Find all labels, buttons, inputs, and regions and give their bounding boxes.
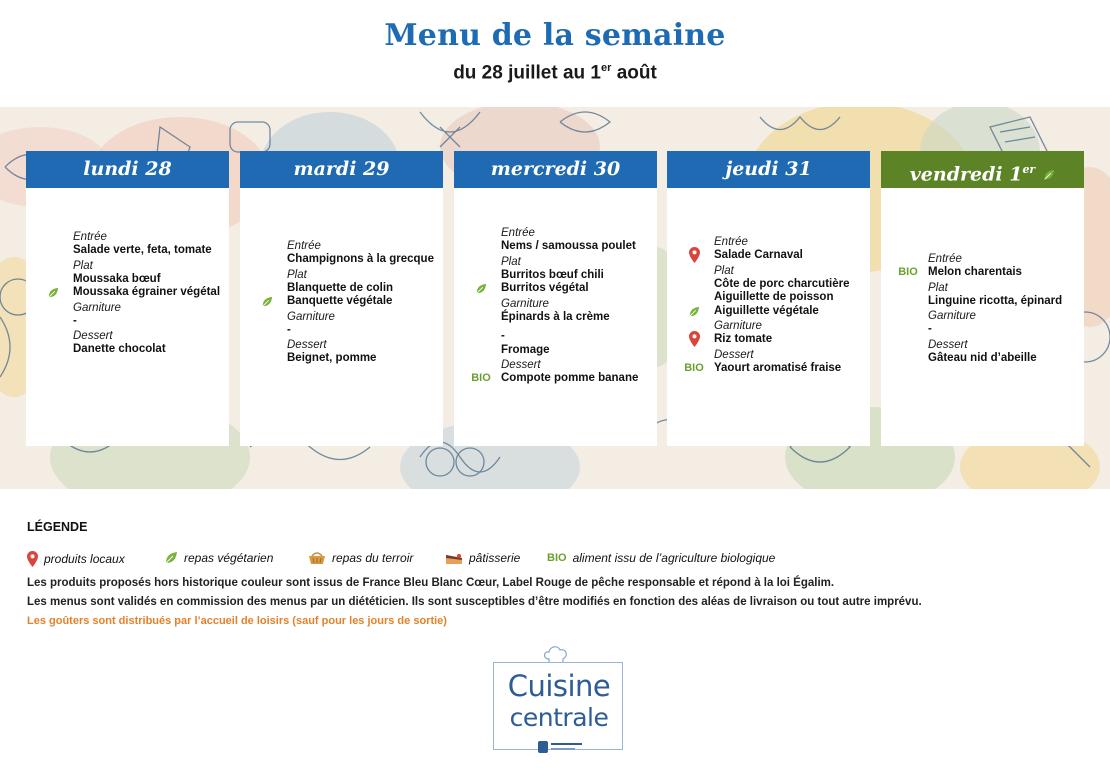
course-label xyxy=(26,302,229,315)
course-label xyxy=(240,269,443,282)
day-card xyxy=(454,151,657,446)
legend-label-terroir: repas du terroir xyxy=(332,551,414,565)
course-label xyxy=(881,339,1084,352)
dish-name-text: Salade Carnaval xyxy=(714,249,803,261)
dish-name xyxy=(454,330,657,344)
leaf-icon xyxy=(164,551,178,565)
page-subtitle: du 28 juillet au 1er août xyxy=(453,62,657,84)
dish-name xyxy=(667,362,870,376)
bio-label: BIO xyxy=(898,266,918,278)
dish-name-text: Compote pomme banane xyxy=(501,372,639,384)
city-crest-icon xyxy=(538,740,584,754)
dish-name xyxy=(26,315,229,329)
dish-name-text: Moussaka bœuf xyxy=(73,272,161,285)
dish-name xyxy=(454,344,657,358)
dish-name xyxy=(26,343,229,357)
course-label-text: Dessert xyxy=(287,339,327,351)
day-header xyxy=(881,151,1084,188)
dish-name-text: Beignet, pomme xyxy=(287,352,377,364)
course-label-text: Garniture xyxy=(73,301,121,314)
legend-label-bio: aliment issu de l’agriculture biologique xyxy=(572,551,776,565)
dish-name xyxy=(667,333,870,347)
dish-name-text: Nems / samoussa poulet xyxy=(501,240,636,252)
legend-row xyxy=(27,551,1087,569)
note-egalim: Les produits proposés hors historique couleur sont issus de France Bleu Blanc Cœur, Label Rouge de pêche responsable et répond à la loi Égalim. xyxy=(27,577,835,589)
dish-name-text: Aiguillette de poisson xyxy=(714,291,834,303)
dish-name xyxy=(240,282,443,296)
day-card xyxy=(240,151,443,446)
course-label xyxy=(240,311,443,324)
dish-name-text: Riz tomate xyxy=(714,333,773,345)
course-label xyxy=(667,265,870,278)
dish-name xyxy=(881,323,1084,337)
dish-name xyxy=(454,269,657,283)
legend-item-terroir xyxy=(308,551,413,565)
day-menu xyxy=(454,225,657,386)
day-label: mardi 29 xyxy=(293,158,390,180)
day-card xyxy=(667,151,870,446)
dish-name-text: Banquette végétale xyxy=(287,295,393,307)
dish-name-text: Gâteau nid d’abeille xyxy=(928,351,1037,364)
legend-title: LÉGENDE xyxy=(27,520,88,534)
day-card xyxy=(881,151,1084,446)
dish-name xyxy=(454,240,657,254)
course-label-text: Garniture xyxy=(714,320,762,332)
day-header xyxy=(454,151,657,188)
course-label xyxy=(881,253,1084,266)
dish-name-text: Danette chocolat xyxy=(73,343,166,355)
dish-name xyxy=(26,244,229,258)
bio-label: BIO xyxy=(471,372,491,384)
dish-name-text: Melon charentais xyxy=(928,266,1022,278)
day-menu xyxy=(667,234,870,375)
dish-name-text: - xyxy=(73,314,77,327)
course-label-text: Entrée xyxy=(73,231,107,243)
course-label xyxy=(454,256,657,269)
logo-line2: centrale xyxy=(509,703,609,732)
course-label-text: Garniture xyxy=(501,297,549,310)
course-label-text: Dessert xyxy=(928,338,968,351)
day-label: jeudi 31 xyxy=(725,158,812,180)
dish-name-text: - xyxy=(287,323,291,336)
course-label xyxy=(454,298,657,311)
day-menu xyxy=(26,229,229,357)
bio-label: BIO xyxy=(547,552,567,564)
note-dietitian: Les menus sont validés en commission des menus par un diététicien. Ils sont susceptibles d’être modifiés en fonction des aléas de livraison ou tout autre imprévu. xyxy=(27,596,922,608)
day-label: lundi 28 xyxy=(83,158,172,180)
dish-name-text: Yaourt aromatisé fraise xyxy=(714,361,842,374)
course-label-text: Dessert xyxy=(73,330,113,342)
bio-label: BIO xyxy=(684,361,704,374)
pin-icon xyxy=(27,551,38,567)
day-header xyxy=(667,151,870,188)
course-label-text: Plat xyxy=(501,255,521,268)
basket-icon xyxy=(308,551,326,565)
legend-label-vegetarian: repas végétarien xyxy=(184,551,274,565)
dish-name xyxy=(240,295,443,309)
course-label xyxy=(26,231,229,244)
dish-name xyxy=(454,311,657,325)
dish-name-text: Burritos bœuf chili xyxy=(501,268,604,281)
course-label-text: Entrée xyxy=(928,253,962,265)
course-label-text: Entrée xyxy=(714,236,748,248)
dish-name-text: - xyxy=(501,330,505,342)
day-label-sup: er xyxy=(1022,163,1036,176)
dish-name xyxy=(667,278,870,292)
day-card xyxy=(26,151,229,446)
dish-name xyxy=(881,352,1084,366)
course-label-text: Plat xyxy=(73,259,93,272)
day-label: mercredi 30 xyxy=(490,158,621,180)
legend-label-pastry: pâtisserie xyxy=(469,551,521,565)
dish-name-text: Épinards à la crème xyxy=(501,310,610,323)
dish-name xyxy=(240,324,443,338)
legend-item-pastry xyxy=(445,551,520,565)
course-label xyxy=(240,339,443,352)
dish-name xyxy=(881,266,1084,280)
dish-name-text: Aiguillette végétale xyxy=(714,304,819,317)
dish-name xyxy=(26,273,229,287)
logo-line1: Cuisine xyxy=(507,669,611,703)
course-label-text: Dessert xyxy=(501,359,541,371)
course-label xyxy=(26,330,229,343)
day-menu xyxy=(240,238,443,366)
dish-name-text: Salade verte, feta, tomate xyxy=(73,244,212,256)
page-title: Menu de la semaine xyxy=(384,18,726,53)
course-label xyxy=(454,227,657,240)
course-label xyxy=(667,349,870,362)
cake-icon xyxy=(445,552,463,565)
dish-name-text: Champignons à la grecque xyxy=(287,253,434,265)
cuisine-centrale-logo xyxy=(493,662,623,750)
note-gouters: Les goûters sont distribués par l’accueil de loisirs (sauf pour les jours de sortie) xyxy=(27,615,447,627)
dish-name xyxy=(667,291,870,305)
course-label-text: Dessert xyxy=(714,348,754,361)
dish-name xyxy=(26,286,229,300)
course-label-text: Plat xyxy=(287,268,307,281)
dish-name-text: Linguine ricotta, épinard xyxy=(928,294,1063,307)
dish-name xyxy=(881,295,1084,309)
day-header xyxy=(240,151,443,188)
course-label-text: Entrée xyxy=(287,240,321,252)
legend-item-bio xyxy=(547,551,775,565)
course-label xyxy=(454,359,657,372)
course-label xyxy=(26,260,229,273)
legend-item-vegetarian xyxy=(164,551,273,565)
dish-name-text: Moussaka égrainer végétal xyxy=(73,286,221,298)
legend-label-local: produits locaux xyxy=(44,552,125,566)
dish-name xyxy=(454,372,657,386)
dish-name xyxy=(240,352,443,366)
course-label-text: Garniture xyxy=(287,310,335,323)
day-menu xyxy=(881,251,1084,365)
course-label-text: Garniture xyxy=(928,310,976,322)
course-label xyxy=(240,240,443,253)
course-label-text: Plat xyxy=(714,264,734,277)
dish-name xyxy=(667,305,870,319)
course-label-text: Plat xyxy=(928,281,948,294)
dish-name xyxy=(454,282,657,296)
day-header xyxy=(26,151,229,188)
dish-name xyxy=(240,253,443,267)
dish-name xyxy=(667,249,870,263)
leaf-icon xyxy=(1043,157,1055,194)
day-label: vendredi 1 xyxy=(909,163,1023,186)
course-label xyxy=(881,310,1084,323)
dish-name-text: Côte de porc charcutière xyxy=(714,277,850,290)
legend-item-local xyxy=(27,551,125,567)
course-label-text: Entrée xyxy=(501,227,535,239)
dish-name-text: - xyxy=(928,323,932,335)
course-label xyxy=(881,282,1084,295)
dish-name-text: Burritos végétal xyxy=(501,282,589,294)
dish-name-text: Fromage xyxy=(501,343,550,356)
dish-name-text: Blanquette de colin xyxy=(287,281,394,294)
